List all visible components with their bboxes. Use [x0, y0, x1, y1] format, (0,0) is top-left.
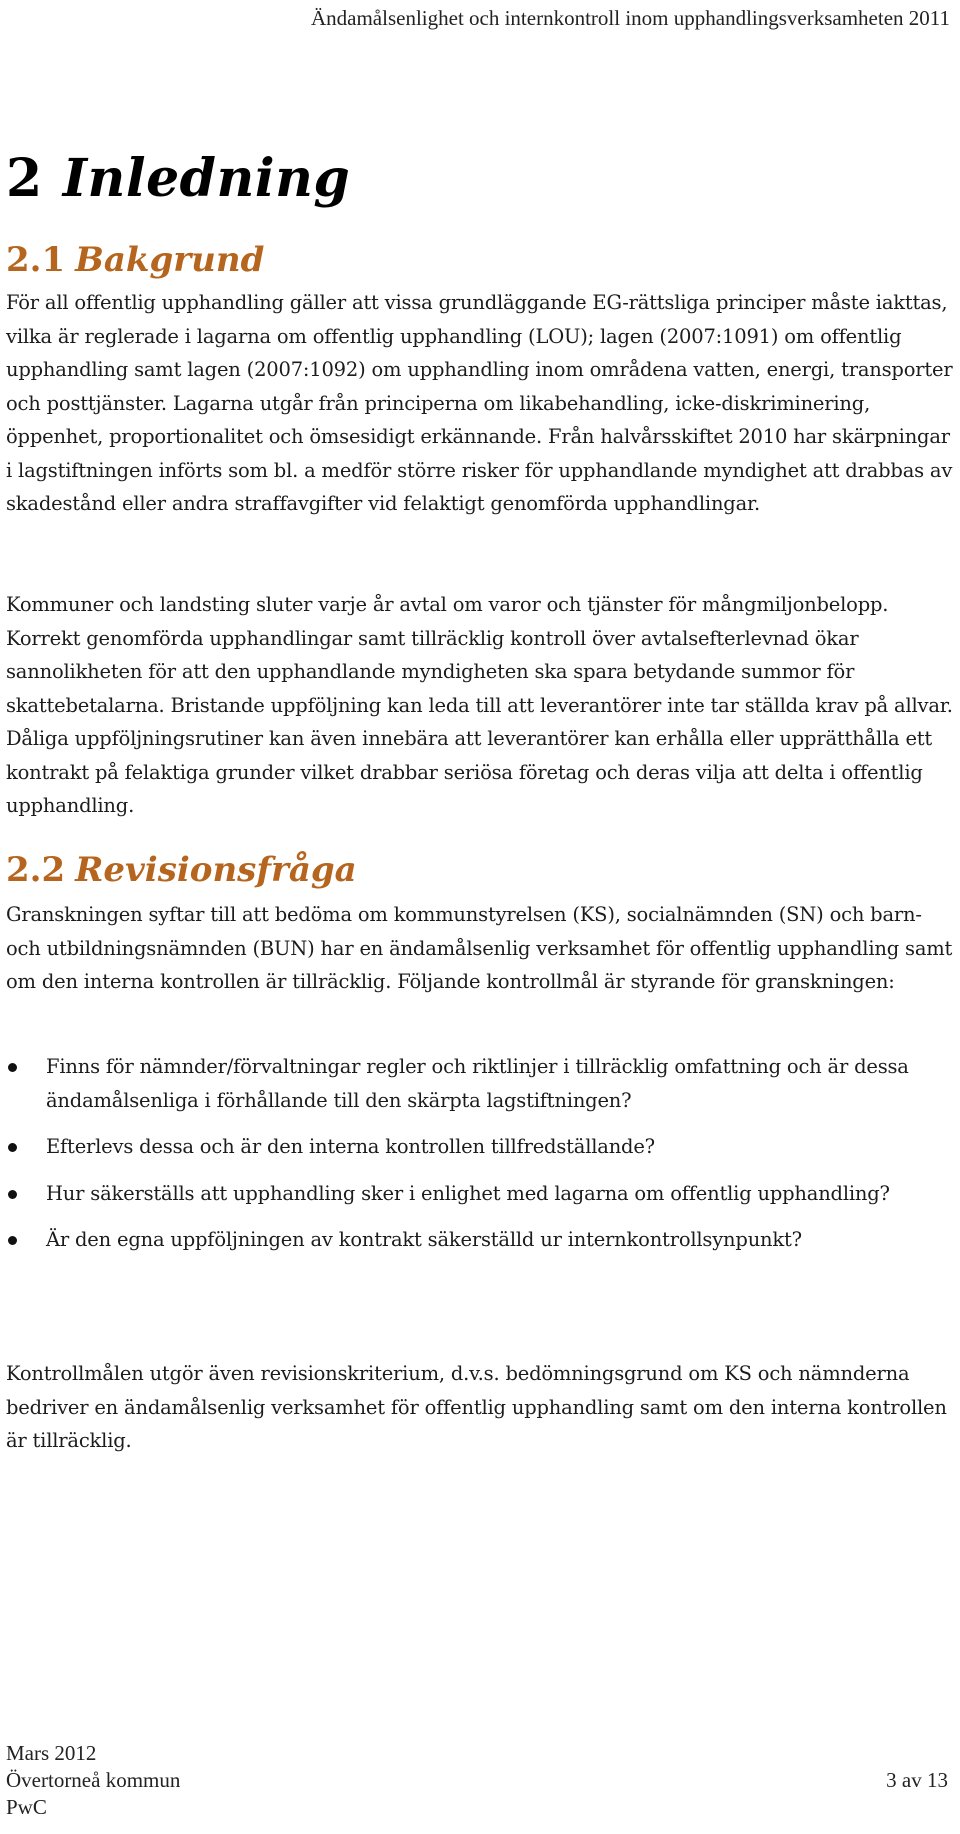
running-header: Ändamålsenlighet och internkontroll inom upphandlingsverksamheten 2011	[310, 6, 950, 30]
paragraph-revisionsfraga-intro: Granskningen syftar till att bedöma om kommunstyrelsen (KS), socialnämnden (SN) och barn- och utbildningsnämnden (BUN) har en ändamålsenlig verksamhet för offentlig upphandling samt om den interna kontrollen är tillräcklig. Följande kontrollmål är styrande för granskningen:	[6, 903, 953, 993]
paragraph-closing: Kontrollmålen utgör även revisionskriterium, d.v.s. bedömningsgrund om KS och nämnderna bedriver en ändamålsenlig verksamhet för offentlig upphandling samt om den interna kontrollen är tillräcklig.	[6, 1362, 947, 1452]
list-item-text: Är den egna uppföljningen av kontrakt säkerställd ur internkontrollsynpunkt?	[46, 1228, 802, 1251]
bullet-icon	[8, 1143, 17, 1152]
list-item	[6, 1177, 954, 1211]
list-item	[6, 1050, 954, 1117]
chapter-number: 2	[6, 148, 43, 209]
list-item	[6, 1223, 954, 1257]
page-number: 3 av 13	[886, 1768, 948, 1792]
footer-date: Mars 2012	[6, 1741, 97, 1765]
footer-organization: Övertorneå kommun	[6, 1768, 181, 1792]
list-item-text: Efterlevs dessa och är den interna kontrollen tillfredställande?	[46, 1135, 655, 1158]
chapter-title: Inledning	[62, 148, 351, 209]
chapter-heading	[6, 148, 350, 209]
bullet-icon	[8, 1236, 17, 1245]
section-title: Bakgrund	[75, 240, 265, 280]
footer-company: PwC	[6, 1795, 47, 1819]
control-objectives-list	[6, 1050, 954, 1270]
paragraph-bakgrund-1: För all offentlig upphandling gäller att vissa grundläggande EG-rättsliga principer måste iakttas, vilka är reglerade i lagarna om offentlig upphandling (LOU); lagen (2007:1091) om offentlig upphandling samt lagen (2007:1092) om upphandling inom områdena vatten, energi, transporter och posttjänster. Lagarna utgår från principerna om likabehandling, icke-diskriminering, öppenhet, proportionalitet och ömsesidigt erkännande. Från halvårsskiftet 2010 har skärpningar i lagstiftningen införts som bl. a medför större risker för upphandlande myndighet att drabbas av skadestånd eller andra straffavgifter vid felaktigt genomförda upphandlingar.	[6, 291, 953, 515]
list-item	[6, 1130, 954, 1164]
section-heading-revisionsfraga	[6, 850, 357, 890]
section-title: Revisionsfråga	[75, 850, 357, 890]
list-item-text: Finns för nämnder/förvaltningar regler och riktlinjer i tillräcklig omfattning och är dessa ändamålsenliga i förhållande till den skärpta lagstiftningen?	[46, 1055, 909, 1112]
paragraph-bakgrund-2: Kommuner och landsting sluter varje år avtal om varor och tjänster för mångmiljonbelopp. Korrekt genomförda upphandlingar samt tillräcklig kontroll över avtalsefterlevnad ökar sannolikheten för att den upphandlande myndigheten ska spara betydande summor för skattebetalarna. Bristande uppföljning kan leda till att leverantörer inte tar ställda krav på allvar. Dåliga uppföljningsrutiner kan även innebära att leverantörer kan erhålla eller upprätthålla ett kontrakt på felaktiga grunder vilket drabbar seriösa företag och deras vilja att delta i offentlig upphandling.	[6, 593, 953, 817]
section-number: 2.1	[6, 240, 66, 280]
list-item-text: Hur säkerställs att upphandling sker i enlighet med lagarna om offentlig upphandling?	[46, 1181, 890, 1205]
footer-left	[6, 1740, 180, 1821]
bullet-icon	[8, 1190, 17, 1199]
section-number: 2.2	[6, 850, 66, 890]
section-heading-bakgrund	[6, 240, 264, 280]
bullet-icon	[8, 1063, 17, 1072]
